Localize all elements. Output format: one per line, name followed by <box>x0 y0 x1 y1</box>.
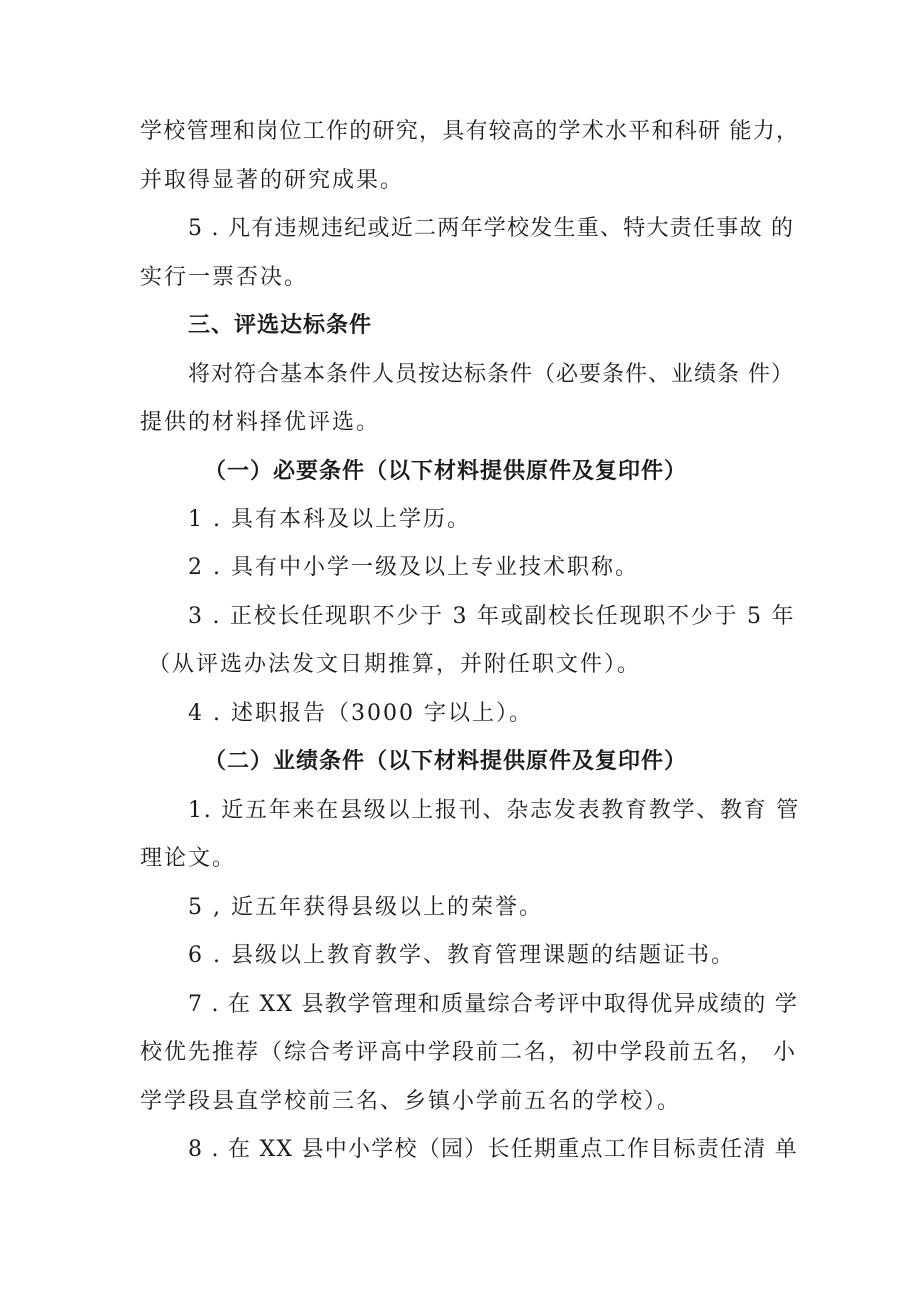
paragraph-line: 学校管理和岗位工作的研究，具有较高的学术水平和科研 能力， <box>140 119 800 144</box>
paragraph-line: 5 . 凡有违规违纪或近二两年学校发生重、特大责任事故 的 <box>188 216 795 241</box>
subsection-heading: （一）必要条件（以下材料提供原件及复印件） <box>204 459 688 484</box>
paragraph-line: （从评选办法发文日期推算，并附任职文件）。 <box>148 652 642 677</box>
paragraph-line: 5 , 近五年获得县级以上的荣誉。 <box>188 895 543 920</box>
paragraph-line: 4 . 述职报告（3000 字以上）。 <box>188 701 533 726</box>
paragraph-line: 1 . 具有本科及以上学历。 <box>188 507 471 532</box>
paragraph-line: 提供的材料择优评选。 <box>140 410 381 435</box>
paragraph-line: 校优先推荐（综合考评高中学段前二名，初中学段前五名， 小 <box>140 1040 797 1065</box>
paragraph-line: 7 . 在 XX 县教学管理和质量综合考评中取得优异成绩的 学 <box>188 992 799 1017</box>
paragraph-line: 8 . 在 XX 县中小学校（园）长任期重点工作目标责任清 单 <box>188 1137 799 1162</box>
paragraph-line: 2 . 具有中小学一级及以上专业技术职称。 <box>188 555 639 580</box>
paragraph-line: 并取得显著的研究成果。 <box>140 168 405 193</box>
paragraph-line: 1. 近五年来在县级以上报刊、杂志发表教育教学、教育 管 <box>188 798 800 823</box>
paragraph-line: 6 . 县级以上教育教学、教育管理课题的结题证书。 <box>188 943 735 968</box>
paragraph-line: 3 . 正校长任现职不少于 3 年或副校长任现职不少于 5 年 <box>188 604 796 629</box>
subsection-heading: （二）业绩条件（以下材料提供原件及复印件） <box>204 749 688 774</box>
paragraph-line: 学学段县直学校前三名、乡镇小学前五名的学校）。 <box>140 1089 682 1114</box>
paragraph-line: 理论文。 <box>140 846 237 871</box>
section-heading: 三、评选达标条件 <box>188 313 373 338</box>
paragraph-line: 实行一票否决。 <box>140 265 309 290</box>
paragraph-line: 将对符合基本条件人员按达标条件（必要条件、业绩条 件） <box>188 362 794 387</box>
